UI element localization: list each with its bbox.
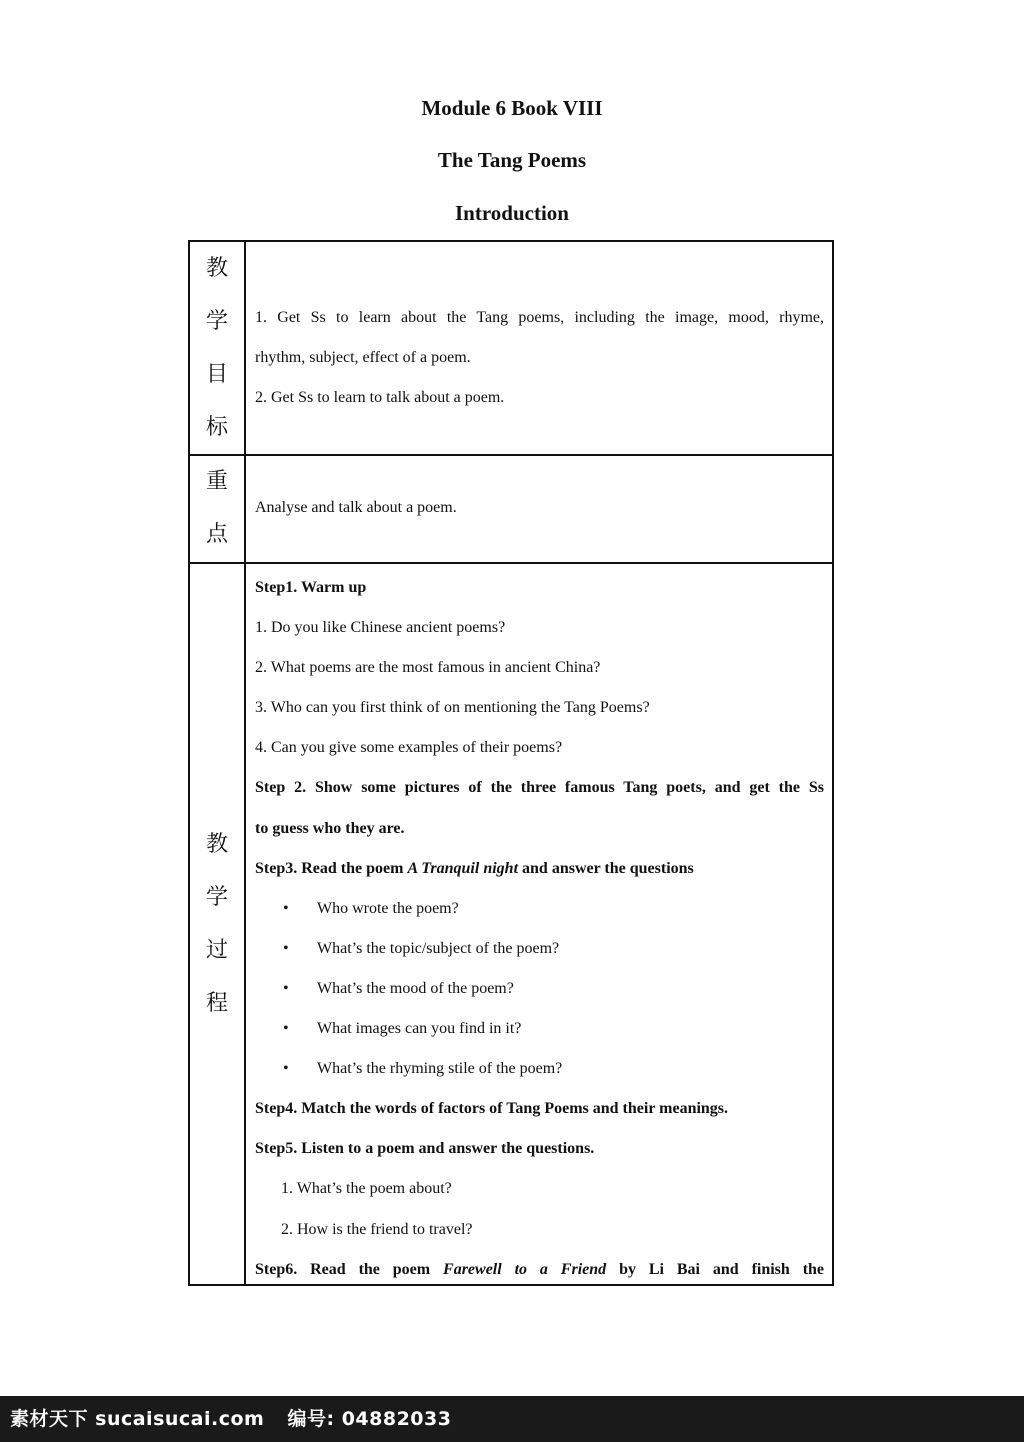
step2-heading-line1: Step 2. Show some pictures of the three famous Tang poets, and get the Ss <box>255 779 824 797</box>
key-points-row <box>188 454 834 564</box>
label-char: 学 <box>205 309 228 334</box>
watermark-id: 04882033 <box>341 1408 452 1430</box>
bullet-icon: • <box>283 1020 289 1038</box>
step6-heading <box>255 1250 824 1290</box>
watermark-site: sucaisucai.com <box>95 1408 265 1430</box>
step1-heading: Step1. Warm up <box>255 579 367 596</box>
bullet-icon: • <box>283 979 289 997</box>
step5-question: 1. What’s the poem about? <box>281 1180 452 1198</box>
watermark-bar <box>0 1396 1024 1442</box>
key-points-label <box>190 454 246 562</box>
step2-heading-line2: to guess who they are. <box>255 819 405 837</box>
label-char: 学 <box>205 885 228 910</box>
bullet-text: What’s the topic/subject of the poem? <box>317 939 560 957</box>
section-title: Introduction <box>455 201 569 225</box>
step3-prefix: Step3. Read the poem <box>255 859 408 877</box>
bullet-icon: • <box>283 939 289 957</box>
step3-poem-title: A Tranquil night <box>407 859 519 877</box>
step1-question: 3. Who can you first think of on mentioning the Tang Poems? <box>255 699 650 717</box>
step6-prefix: Step6. Read the poem <box>255 1260 444 1278</box>
key-point-text: Analyse and talk about a poem. <box>255 499 457 516</box>
step4-heading: Step4. Match the words of factors of Tang Poems and their meanings. <box>255 1100 729 1118</box>
document-title: Module 6 Book VIII <box>421 96 603 120</box>
teaching-objectives-content <box>255 298 824 418</box>
document-subtitle: The Tang Poems <box>437 148 587 172</box>
bullet-text: What’s the mood of the poem? <box>317 979 514 997</box>
label-char: 教 <box>205 832 228 857</box>
bullet-text: Who wrote the poem? <box>317 899 459 917</box>
label-char: 重 <box>205 469 228 494</box>
label-char: 目 <box>205 362 228 387</box>
step3-bullet-item <box>255 1049 824 1089</box>
objective-line: 2. Get Ss to learn to talk about a poem. <box>255 389 505 406</box>
step3-suffix: and answer the questions <box>518 859 694 877</box>
teaching-objectives-row <box>188 240 834 456</box>
step3-bullet-item <box>255 929 824 969</box>
objective-line: rhythm, subject, effect of a poem. <box>255 349 471 366</box>
label-char: 程 <box>205 991 228 1016</box>
step3-heading <box>255 849 824 889</box>
step1-question: 1. Do you like Chinese ancient poems? <box>255 619 506 637</box>
step5-question: 2. How is the friend to travel? <box>281 1220 473 1238</box>
step3-bullet-item <box>255 969 824 1009</box>
teaching-process-label <box>190 564 246 1284</box>
label-char: 教 <box>205 256 228 281</box>
watermark-id-label: 编号: <box>287 1408 335 1430</box>
label-char: 过 <box>205 938 228 963</box>
step3-bullet-item <box>255 1009 824 1049</box>
key-points-content <box>255 454 824 562</box>
step3-bullet-item <box>255 889 824 929</box>
step5-heading: Step5. Listen to a poem and answer the questions. <box>255 1140 595 1158</box>
label-char: 点 <box>205 522 228 547</box>
objective-line: 1. Get Ss to learn about the Tang poems, including the image, mood, rhyme, <box>255 309 824 326</box>
watermark-brand: 素材天下 <box>10 1408 89 1430</box>
bullet-icon: • <box>283 899 289 917</box>
step6-suffix: by Li Bai and finish the <box>619 1260 825 1278</box>
bullet-icon: • <box>283 1060 289 1078</box>
step6-poem-title: Farewell to a Friend <box>443 1260 607 1278</box>
bullet-text: What’s the rhyming stile of the poem? <box>317 1060 563 1078</box>
teaching-process-row <box>188 562 834 1286</box>
label-char: 标 <box>205 415 228 440</box>
step1-question: 4. Can you give some examples of their poems? <box>255 739 563 757</box>
step1-question: 2. What poems are the most famous in ancient China? <box>255 659 601 677</box>
teaching-process-content <box>255 568 824 1290</box>
teaching-objectives-label <box>190 242 246 454</box>
bullet-text: What images can you find in it? <box>317 1020 522 1038</box>
